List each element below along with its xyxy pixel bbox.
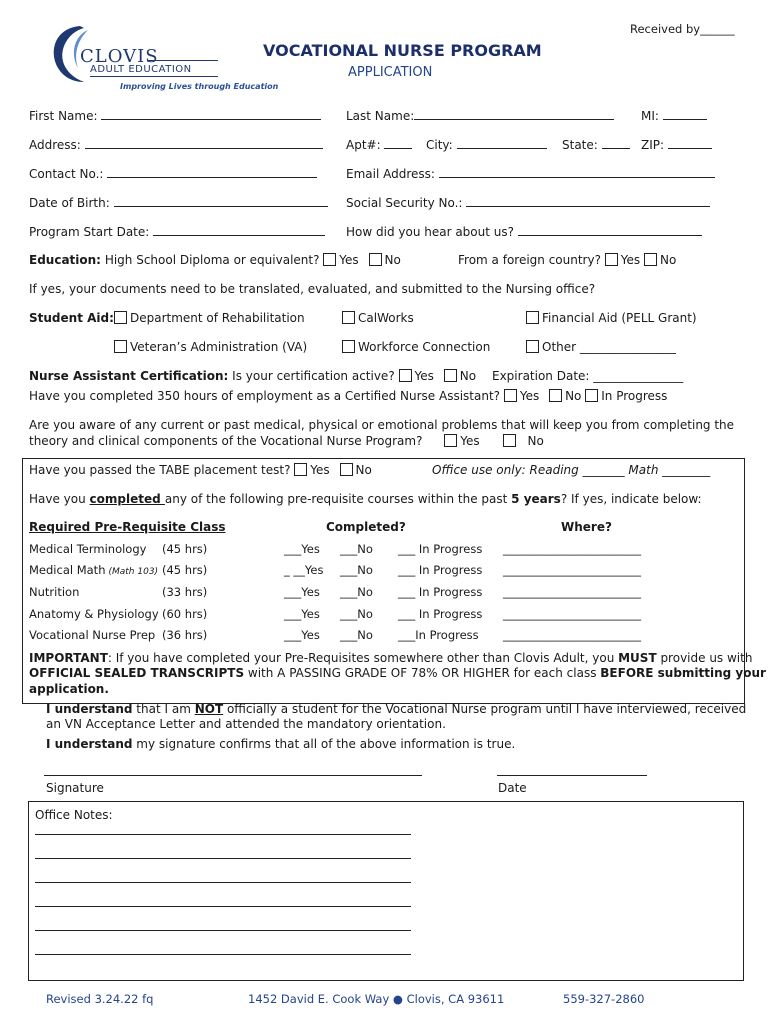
city-field[interactable] [426,137,547,152]
prereq-yes-blank[interactable]: ___Yes [284,585,320,599]
aid-option-workforce[interactable] [342,340,490,354]
city-label: City: [426,138,453,152]
aid-va-label: Veteran’s Administration (VA) [130,340,308,354]
cna-yes-checkbox[interactable] [399,369,412,382]
contact-label: Contact No.: [29,167,104,181]
form-subtitle: APPLICATION [348,65,433,80]
prereq-hours: (36 hrs) [162,628,208,642]
medical-question-1: Are you aware of any current or past medical, physical or emotional problems that will keep you from completing the [29,418,735,432]
cna-hours-no-checkbox[interactable] [549,389,562,402]
email-label: Email Address: [346,167,435,181]
aid-option-finaid[interactable] [526,311,697,325]
prereq-no-blank[interactable]: ___No [340,628,373,642]
start-date-field[interactable] [29,224,325,239]
zip-field[interactable] [641,137,712,152]
prereq-where-blank[interactable]: ________________________ [503,563,641,577]
foreign-no-label: No [660,253,677,267]
cna-hours-ip-label: In Progress [601,389,668,403]
medical-row [29,434,544,448]
prereq-yes-blank[interactable]: _ __Yes [284,563,324,577]
education-no-label: No [384,253,401,267]
prereq-class-name: Vocational Nurse Prep [29,628,156,642]
tabe-row [29,463,372,477]
office-notes-label: Office Notes: [35,808,113,822]
cna-hours-yes-checkbox[interactable] [504,389,517,402]
prereq-class-name: Anatomy & Physiology [29,607,159,621]
translation-note: If yes, your documents need to be translated, evaluated, and submitted to the Nursing office? [29,282,596,296]
foreign-row [458,253,676,267]
aid-rehab-checkbox[interactable] [114,311,127,324]
office-use-scores: Office use only: Reading _______ Math ________ [432,463,711,477]
cna-hours-yes-label: Yes [519,389,540,403]
contact-field[interactable] [29,166,317,181]
aid-workforce-checkbox[interactable] [342,340,355,353]
date-label: Date [498,781,527,795]
prereq-no-blank[interactable]: ___No [340,542,373,556]
prereq-class-name: Medical Terminology [29,542,147,556]
office-notes-line[interactable] [35,930,411,931]
cna-hours-no-label: No [565,389,582,403]
foreign-no-checkbox[interactable] [644,253,657,266]
education-label: Education: [29,253,101,267]
logo-sub: ADULT EDUCATION [90,64,192,75]
zip-label: ZIP: [641,138,665,152]
start-date-label: Program Start Date: [29,225,150,239]
form-title: VOCATIONAL NURSE PROGRAM [263,41,542,60]
state-label: State: [562,138,598,152]
prereq-class-note: (Math 103) [108,567,159,577]
date-line[interactable] [497,775,647,776]
education-question: High School Diploma or equivalent? [104,253,320,267]
address-label: Address: [29,138,81,152]
last-name-field[interactable] [346,108,614,123]
prereq-no-blank[interactable]: ___No [340,585,373,599]
prereq-where-blank[interactable]: ________________________ [503,628,641,642]
tabe-yes-label: Yes [310,463,330,477]
tabe-question: Have you passed the TABE placement test? [29,463,291,477]
address-field[interactable] [29,137,323,152]
office-notes-line[interactable] [35,858,411,859]
prereq-class-name: Nutrition [29,585,80,599]
col-class-header: Required Pre-Requisite Class [29,520,226,534]
foreign-question: From a foreign country? [458,253,601,267]
aid-rehab-label: Department of Rehabilitation [130,311,305,325]
important-line-2: OFFICIAL SEALED TRANSCRIPTS with A PASSING GRADE OF 78% OR HIGHER for each class BEFORE submitting your [29,666,766,680]
aid-other-checkbox[interactable] [526,340,539,353]
received-by: Received by______ [630,22,735,36]
prereq-hours: (45 hrs) [162,542,208,556]
col-where-header: Where? [561,520,612,534]
office-notes-line[interactable] [35,882,411,883]
heard-field[interactable] [346,224,702,239]
footer-address: 1452 David E. Cook Way ● Clovis, CA 93611 [248,992,505,1006]
prereq-yes-blank[interactable]: ___Yes [284,628,320,642]
cna-no-checkbox[interactable] [444,369,457,382]
prereq-intro: Have you completed any of the following pre-requisite courses within the past 5 years? If yes, indicate below: [29,492,702,506]
office-notes-line[interactable] [35,954,411,955]
ssn-field[interactable] [346,195,710,210]
prereq-hours: (60 hrs) [162,607,208,621]
prereq-inprogress-blank[interactable]: ___ In Progress [398,607,483,621]
medical-yes-checkbox[interactable] [444,434,457,447]
aid-va-checkbox[interactable] [114,340,127,353]
aid-calworks-checkbox[interactable] [342,311,355,324]
first-name-label: First Name: [29,109,98,123]
medical-yes-label: Yes [460,434,480,448]
heard-label: How did you hear about us? [346,225,514,239]
dob-field[interactable] [29,195,328,210]
understand-line-2: an VN Acceptance Letter and attended the mandatory orientation. [46,717,446,731]
cna-question: Is your certification active? [232,369,395,383]
aid-option-other[interactable] [526,340,676,354]
prereq-inprogress-blank[interactable]: ___ In Progress [398,585,483,599]
education-row [29,253,401,267]
cna-hours-ip-checkbox[interactable] [585,389,598,402]
understand-line-3: I understand my signature confirms that all of the above information is true. [46,737,516,751]
student-aid-label: Student Aid: [29,311,114,325]
understand-line-1: I understand that I am NOT officially a student for the Vocational Nurse program until I have interviewed, received [46,702,747,716]
prereq-hours: (45 hrs) [162,563,208,577]
tabe-no-checkbox[interactable] [340,463,353,476]
important-line-3: application. [29,682,109,696]
signature-line[interactable] [44,775,422,776]
ssn-label: Social Security No.: [346,196,463,210]
prereq-no-blank[interactable]: ___No [340,563,373,577]
prereq-no-blank[interactable]: ___No [340,607,373,621]
tabe-no-label: No [355,463,372,477]
prereq-hours: (33 hrs) [162,585,208,599]
cna-row [29,369,476,383]
medical-no-checkbox[interactable] [503,434,516,447]
prereq-class-name: Medical Math (Math 103) [29,563,159,577]
tabe-yes-checkbox[interactable] [294,463,307,476]
prereq-where-blank[interactable]: ________________________ [503,542,641,556]
apt-field[interactable] [346,137,412,152]
foreign-yes-label: Yes [620,253,641,267]
foreign-yes-checkbox[interactable] [605,253,618,266]
prereq-inprogress-blank[interactable]: ___In Progress [398,628,479,642]
aid-option-va[interactable] [114,340,307,354]
aid-option-rehab[interactable] [114,311,305,325]
cna-expiration[interactable]: Expiration Date: _______________ [492,369,684,383]
prereq-inprogress-blank[interactable]: ___ In Progress [398,563,483,577]
col-completed-header: Completed? [326,520,406,534]
office-notes-line[interactable] [35,906,411,907]
prereq-yes-blank[interactable]: ___Yes [284,542,320,556]
prereq-where-blank[interactable]: ________________________ [503,585,641,599]
cna-hours-row [29,389,667,403]
aid-other-label: Other ________________ [542,340,676,354]
aid-finaid-label: Financial Aid (PELL Grant) [542,311,697,325]
important-line-1: IMPORTANT: If you have completed your Pre-Requisites somewhere other than Clovis Adult, you MUST provide us with [29,651,753,665]
aid-workforce-label: Workforce Connection [358,340,491,354]
medical-question-2: theory and clinical components of the Vocational Nurse Program? [29,434,423,448]
last-name-label: Last Name: [346,109,415,123]
mi-field[interactable] [641,108,707,123]
footer-phone: 559-327-2860 [563,992,645,1006]
signature-label: Signature [46,781,104,795]
dob-label: Date of Birth: [29,196,110,210]
first-name-field[interactable] [29,108,321,123]
footer-revised: Revised 3.24.22 fq [46,992,154,1006]
email-field[interactable] [346,166,715,181]
state-field[interactable] [562,137,630,152]
prereq-inprogress-blank[interactable]: ___ In Progress [398,542,483,556]
medical-no-label: No [527,434,544,448]
cna-no-label: No [459,369,477,383]
cna-label: Nurse Assistant Certification: [29,369,229,383]
prereq-yes-blank[interactable]: ___Yes [284,607,320,621]
aid-finaid-checkbox[interactable] [526,311,539,324]
cna-yes-label: Yes [414,369,434,383]
aid-option-calworks[interactable] [342,311,414,325]
apt-label: Apt#: [346,138,381,152]
education-no-checkbox[interactable] [369,253,382,266]
logo-tagline: Improving Lives through Education [120,82,279,91]
cna-hours-question: Have you completed 350 hours of employment as a Certified Nurse Assistant? [29,389,501,403]
aid-calworks-label: CalWorks [358,311,414,325]
office-notes-line[interactable] [35,834,411,835]
clovis-logo [44,20,279,100]
education-yes-label: Yes [339,253,359,267]
education-yes-checkbox[interactable] [323,253,336,266]
prereq-where-blank[interactable]: ________________________ [503,607,641,621]
logo-name: CLOVIS [80,46,159,67]
mi-label: MI: [641,109,659,123]
